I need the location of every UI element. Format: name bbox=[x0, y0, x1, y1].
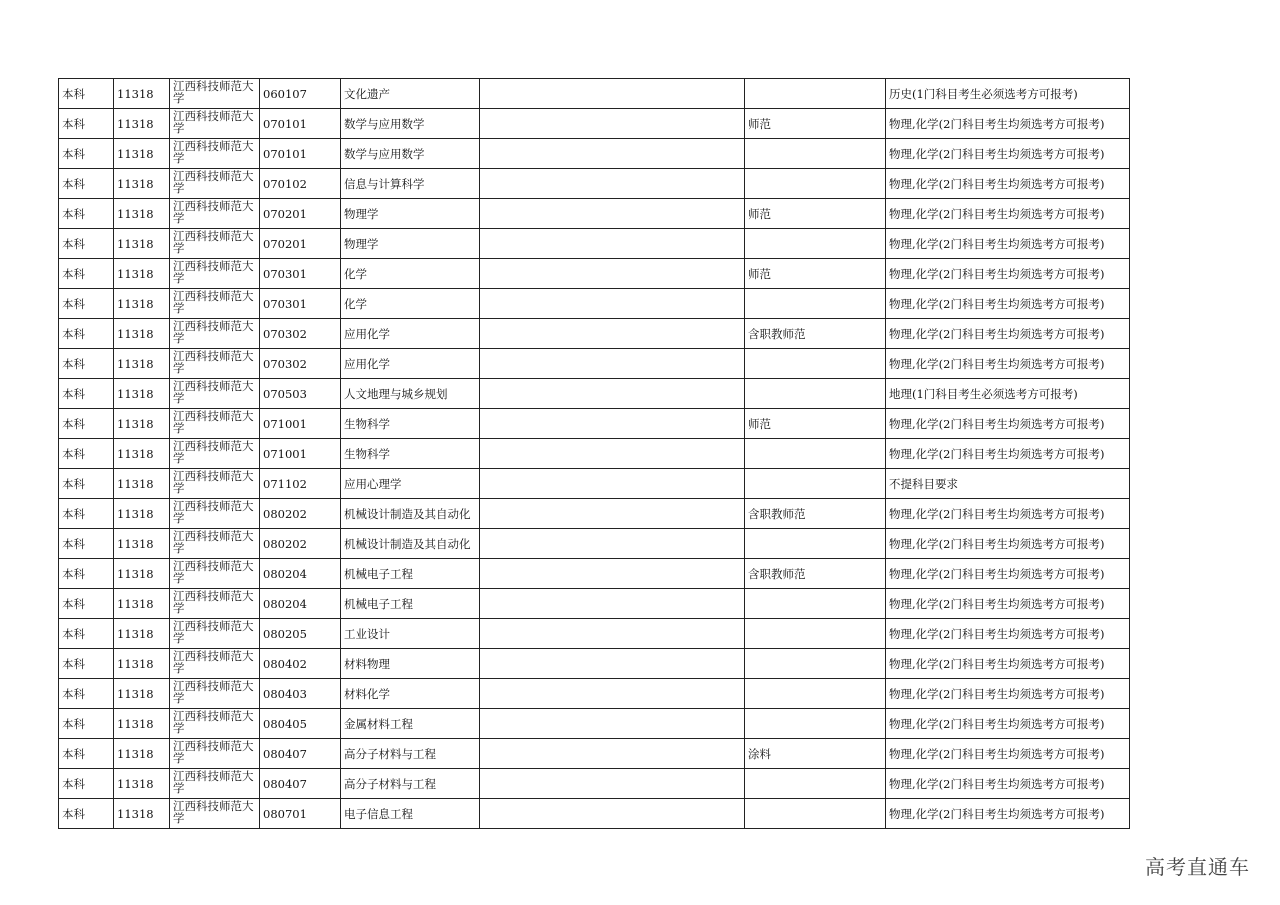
cell-major-name: 机械电子工程 bbox=[341, 559, 480, 589]
table-row bbox=[59, 439, 1130, 469]
cell-note: 含职教师范 bbox=[745, 559, 886, 589]
cell-subject-requirement: 物理,化学(2门科目考生均须选考方可报考) bbox=[886, 769, 1130, 799]
cell-level: 本科 bbox=[59, 589, 114, 619]
table-row bbox=[59, 769, 1130, 799]
table-row bbox=[59, 349, 1130, 379]
cell-school-code: 11318 bbox=[114, 229, 170, 259]
cell-level: 本科 bbox=[59, 619, 114, 649]
cell-note: 含职教师范 bbox=[745, 499, 886, 529]
cell-subject-requirement: 物理,化学(2门科目考生均须选考方可报考) bbox=[886, 589, 1130, 619]
cell-remark bbox=[480, 199, 745, 229]
cell-subject-requirement: 物理,化学(2门科目考生均须选考方可报考) bbox=[886, 559, 1130, 589]
cell-note bbox=[745, 439, 886, 469]
cell-level: 本科 bbox=[59, 379, 114, 409]
cell-major-code: 070101 bbox=[260, 139, 341, 169]
cell-school-code: 11318 bbox=[114, 739, 170, 769]
cell-level: 本科 bbox=[59, 739, 114, 769]
cell-school-code: 11318 bbox=[114, 559, 170, 589]
cell-major-name: 高分子材料与工程 bbox=[341, 739, 480, 769]
cell-remark bbox=[480, 499, 745, 529]
cell-note bbox=[745, 619, 886, 649]
cell-school-code: 11318 bbox=[114, 619, 170, 649]
cell-remark bbox=[480, 469, 745, 499]
cell-school-name: 江西科技师范大学 bbox=[170, 379, 260, 409]
table-row bbox=[59, 469, 1130, 499]
cell-major-name: 机械电子工程 bbox=[341, 589, 480, 619]
cell-school-code: 11318 bbox=[114, 649, 170, 679]
cell-major-name: 工业设计 bbox=[341, 619, 480, 649]
cell-school-code: 11318 bbox=[114, 679, 170, 709]
table-row bbox=[59, 709, 1130, 739]
cell-subject-requirement: 物理,化学(2门科目考生均须选考方可报考) bbox=[886, 409, 1130, 439]
cell-note bbox=[745, 289, 886, 319]
cell-major-name: 信息与计算科学 bbox=[341, 169, 480, 199]
table-row bbox=[59, 79, 1130, 109]
cell-level: 本科 bbox=[59, 349, 114, 379]
cell-school-name: 江西科技师范大学 bbox=[170, 289, 260, 319]
cell-major-code: 080701 bbox=[260, 799, 341, 829]
cell-level: 本科 bbox=[59, 139, 114, 169]
cell-major-code: 080204 bbox=[260, 589, 341, 619]
watermark-text: 高考直通车 bbox=[1145, 855, 1250, 879]
cell-school-name: 江西科技师范大学 bbox=[170, 679, 260, 709]
cell-level: 本科 bbox=[59, 469, 114, 499]
cell-note bbox=[745, 349, 886, 379]
cell-level: 本科 bbox=[59, 709, 114, 739]
cell-major-name: 文化遗产 bbox=[341, 79, 480, 109]
cell-level: 本科 bbox=[59, 529, 114, 559]
cell-level: 本科 bbox=[59, 79, 114, 109]
cell-major-name: 生物科学 bbox=[341, 439, 480, 469]
cell-school-name: 江西科技师范大学 bbox=[170, 139, 260, 169]
table-body bbox=[59, 79, 1130, 829]
cell-major-name: 材料化学 bbox=[341, 679, 480, 709]
cell-level: 本科 bbox=[59, 229, 114, 259]
table-row bbox=[59, 409, 1130, 439]
cell-school-name: 江西科技师范大学 bbox=[170, 769, 260, 799]
cell-remark bbox=[480, 679, 745, 709]
cell-note bbox=[745, 799, 886, 829]
table-row bbox=[59, 679, 1130, 709]
cell-remark bbox=[480, 169, 745, 199]
cell-level: 本科 bbox=[59, 649, 114, 679]
cell-subject-requirement: 物理,化学(2门科目考生均须选考方可报考) bbox=[886, 499, 1130, 529]
cell-school-name: 江西科技师范大学 bbox=[170, 589, 260, 619]
table-row bbox=[59, 109, 1130, 139]
cell-note bbox=[745, 469, 886, 499]
cell-note: 师范 bbox=[745, 409, 886, 439]
cell-school-code: 11318 bbox=[114, 409, 170, 439]
cell-major-code: 070101 bbox=[260, 109, 341, 139]
cell-subject-requirement: 物理,化学(2门科目考生均须选考方可报考) bbox=[886, 709, 1130, 739]
cell-subject-requirement: 物理,化学(2门科目考生均须选考方可报考) bbox=[886, 439, 1130, 469]
cell-remark bbox=[480, 739, 745, 769]
cell-school-name: 江西科技师范大学 bbox=[170, 439, 260, 469]
cell-major-name: 机械设计制造及其自动化 bbox=[341, 529, 480, 559]
cell-school-code: 11318 bbox=[114, 289, 170, 319]
cell-level: 本科 bbox=[59, 679, 114, 709]
cell-note bbox=[745, 379, 886, 409]
cell-level: 本科 bbox=[59, 409, 114, 439]
cell-school-code: 11318 bbox=[114, 79, 170, 109]
cell-major-name: 应用心理学 bbox=[341, 469, 480, 499]
cell-subject-requirement: 物理,化学(2门科目考生均须选考方可报考) bbox=[886, 289, 1130, 319]
cell-subject-requirement: 物理,化学(2门科目考生均须选考方可报考) bbox=[886, 649, 1130, 679]
cell-school-code: 11318 bbox=[114, 139, 170, 169]
table-row bbox=[59, 229, 1130, 259]
cell-remark bbox=[480, 799, 745, 829]
cell-school-name: 江西科技师范大学 bbox=[170, 169, 260, 199]
table-row bbox=[59, 799, 1130, 829]
cell-major-code: 080405 bbox=[260, 709, 341, 739]
majors-table bbox=[58, 78, 1130, 829]
cell-major-code: 071001 bbox=[260, 409, 341, 439]
cell-school-name: 江西科技师范大学 bbox=[170, 319, 260, 349]
cell-subject-requirement: 物理,化学(2门科目考生均须选考方可报考) bbox=[886, 679, 1130, 709]
cell-remark bbox=[480, 709, 745, 739]
cell-note bbox=[745, 139, 886, 169]
cell-remark bbox=[480, 379, 745, 409]
cell-note: 师范 bbox=[745, 259, 886, 289]
cell-school-code: 11318 bbox=[114, 109, 170, 139]
cell-subject-requirement: 物理,化学(2门科目考生均须选考方可报考) bbox=[886, 349, 1130, 379]
table-row bbox=[59, 289, 1130, 319]
cell-school-name: 江西科技师范大学 bbox=[170, 649, 260, 679]
table-row bbox=[59, 559, 1130, 589]
cell-note bbox=[745, 529, 886, 559]
cell-major-name: 机械设计制造及其自动化 bbox=[341, 499, 480, 529]
cell-school-code: 11318 bbox=[114, 319, 170, 349]
cell-level: 本科 bbox=[59, 289, 114, 319]
cell-major-name: 化学 bbox=[341, 259, 480, 289]
cell-major-code: 080205 bbox=[260, 619, 341, 649]
cell-school-name: 江西科技师范大学 bbox=[170, 499, 260, 529]
cell-subject-requirement: 物理,化学(2门科目考生均须选考方可报考) bbox=[886, 169, 1130, 199]
cell-school-code: 11318 bbox=[114, 199, 170, 229]
cell-school-name: 江西科技师范大学 bbox=[170, 739, 260, 769]
cell-remark bbox=[480, 529, 745, 559]
cell-remark bbox=[480, 589, 745, 619]
cell-subject-requirement: 物理,化学(2门科目考生均须选考方可报考) bbox=[886, 739, 1130, 769]
cell-school-code: 11318 bbox=[114, 349, 170, 379]
table-row bbox=[59, 139, 1130, 169]
cell-note bbox=[745, 79, 886, 109]
cell-major-name: 人文地理与城乡规划 bbox=[341, 379, 480, 409]
cell-remark bbox=[480, 229, 745, 259]
cell-school-code: 11318 bbox=[114, 469, 170, 499]
cell-remark bbox=[480, 349, 745, 379]
cell-level: 本科 bbox=[59, 109, 114, 139]
cell-school-name: 江西科技师范大学 bbox=[170, 529, 260, 559]
cell-subject-requirement: 物理,化学(2门科目考生均须选考方可报考) bbox=[886, 799, 1130, 829]
cell-subject-requirement: 地理(1门科目考生必须选考方可报考) bbox=[886, 379, 1130, 409]
cell-remark bbox=[480, 79, 745, 109]
cell-note bbox=[745, 679, 886, 709]
table-row bbox=[59, 199, 1130, 229]
table-row bbox=[59, 379, 1130, 409]
cell-major-code: 080407 bbox=[260, 739, 341, 769]
cell-school-name: 江西科技师范大学 bbox=[170, 409, 260, 439]
cell-major-code: 080202 bbox=[260, 499, 341, 529]
cell-school-name: 江西科技师范大学 bbox=[170, 79, 260, 109]
cell-subject-requirement: 物理,化学(2门科目考生均须选考方可报考) bbox=[886, 319, 1130, 349]
cell-level: 本科 bbox=[59, 319, 114, 349]
cell-remark bbox=[480, 619, 745, 649]
cell-level: 本科 bbox=[59, 439, 114, 469]
cell-major-code: 080204 bbox=[260, 559, 341, 589]
table-row bbox=[59, 259, 1130, 289]
cell-school-code: 11318 bbox=[114, 439, 170, 469]
cell-level: 本科 bbox=[59, 499, 114, 529]
cell-level: 本科 bbox=[59, 799, 114, 829]
cell-major-code: 070301 bbox=[260, 259, 341, 289]
table-row bbox=[59, 319, 1130, 349]
cell-remark bbox=[480, 139, 745, 169]
cell-level: 本科 bbox=[59, 169, 114, 199]
cell-remark bbox=[480, 439, 745, 469]
cell-major-code: 060107 bbox=[260, 79, 341, 109]
cell-school-code: 11318 bbox=[114, 589, 170, 619]
cell-major-code: 070301 bbox=[260, 289, 341, 319]
cell-school-name: 江西科技师范大学 bbox=[170, 709, 260, 739]
cell-school-code: 11318 bbox=[114, 499, 170, 529]
table-row bbox=[59, 619, 1130, 649]
cell-major-code: 070503 bbox=[260, 379, 341, 409]
cell-subject-requirement: 不提科目要求 bbox=[886, 469, 1130, 499]
cell-subject-requirement: 物理,化学(2门科目考生均须选考方可报考) bbox=[886, 619, 1130, 649]
cell-major-name: 数学与应用数学 bbox=[341, 109, 480, 139]
cell-major-name: 应用化学 bbox=[341, 319, 480, 349]
cell-note bbox=[745, 169, 886, 199]
cell-subject-requirement: 物理,化学(2门科目考生均须选考方可报考) bbox=[886, 199, 1130, 229]
cell-school-code: 11318 bbox=[114, 709, 170, 739]
cell-major-code: 070302 bbox=[260, 319, 341, 349]
cell-note bbox=[745, 709, 886, 739]
cell-major-name: 金属材料工程 bbox=[341, 709, 480, 739]
cell-school-code: 11318 bbox=[114, 769, 170, 799]
cell-major-name: 物理学 bbox=[341, 199, 480, 229]
cell-subject-requirement: 物理,化学(2门科目考生均须选考方可报考) bbox=[886, 229, 1130, 259]
cell-major-code: 070201 bbox=[260, 229, 341, 259]
cell-major-name: 化学 bbox=[341, 289, 480, 319]
cell-remark bbox=[480, 769, 745, 799]
cell-school-code: 11318 bbox=[114, 529, 170, 559]
cell-school-code: 11318 bbox=[114, 379, 170, 409]
cell-school-name: 江西科技师范大学 bbox=[170, 109, 260, 139]
cell-subject-requirement: 物理,化学(2门科目考生均须选考方可报考) bbox=[886, 139, 1130, 169]
cell-major-name: 物理学 bbox=[341, 229, 480, 259]
table-row bbox=[59, 499, 1130, 529]
cell-major-name: 应用化学 bbox=[341, 349, 480, 379]
table-row bbox=[59, 589, 1130, 619]
cell-subject-requirement: 物理,化学(2门科目考生均须选考方可报考) bbox=[886, 109, 1130, 139]
cell-major-code: 070201 bbox=[260, 199, 341, 229]
cell-school-name: 江西科技师范大学 bbox=[170, 259, 260, 289]
cell-school-name: 江西科技师范大学 bbox=[170, 349, 260, 379]
cell-major-name: 电子信息工程 bbox=[341, 799, 480, 829]
cell-note: 涂料 bbox=[745, 739, 886, 769]
cell-major-name: 数学与应用数学 bbox=[341, 139, 480, 169]
cell-note bbox=[745, 229, 886, 259]
cell-remark bbox=[480, 109, 745, 139]
cell-note bbox=[745, 649, 886, 679]
cell-remark bbox=[480, 649, 745, 679]
cell-major-name: 材料物理 bbox=[341, 649, 480, 679]
cell-remark bbox=[480, 409, 745, 439]
cell-school-name: 江西科技师范大学 bbox=[170, 559, 260, 589]
cell-level: 本科 bbox=[59, 769, 114, 799]
cell-note: 师范 bbox=[745, 109, 886, 139]
cell-major-code: 080403 bbox=[260, 679, 341, 709]
cell-note: 师范 bbox=[745, 199, 886, 229]
cell-major-name: 高分子材料与工程 bbox=[341, 769, 480, 799]
cell-school-name: 江西科技师范大学 bbox=[170, 469, 260, 499]
cell-major-code: 080402 bbox=[260, 649, 341, 679]
cell-major-code: 070302 bbox=[260, 349, 341, 379]
cell-subject-requirement: 历史(1门科目考生必须选考方可报考) bbox=[886, 79, 1130, 109]
cell-school-code: 11318 bbox=[114, 259, 170, 289]
table-row bbox=[59, 649, 1130, 679]
cell-level: 本科 bbox=[59, 199, 114, 229]
cell-school-code: 11318 bbox=[114, 169, 170, 199]
cell-note bbox=[745, 589, 886, 619]
cell-remark bbox=[480, 319, 745, 349]
cell-major-code: 071102 bbox=[260, 469, 341, 499]
cell-level: 本科 bbox=[59, 559, 114, 589]
table-row bbox=[59, 529, 1130, 559]
cell-note: 含职教师范 bbox=[745, 319, 886, 349]
cell-remark bbox=[480, 289, 745, 319]
cell-level: 本科 bbox=[59, 259, 114, 289]
cell-major-code: 080202 bbox=[260, 529, 341, 559]
cell-school-name: 江西科技师范大学 bbox=[170, 199, 260, 229]
table-row bbox=[59, 739, 1130, 769]
cell-major-code: 080407 bbox=[260, 769, 341, 799]
cell-remark bbox=[480, 559, 745, 589]
table-row bbox=[59, 169, 1130, 199]
cell-major-code: 070102 bbox=[260, 169, 341, 199]
cell-subject-requirement: 物理,化学(2门科目考生均须选考方可报考) bbox=[886, 259, 1130, 289]
cell-school-name: 江西科技师范大学 bbox=[170, 229, 260, 259]
cell-subject-requirement: 物理,化学(2门科目考生均须选考方可报考) bbox=[886, 529, 1130, 559]
cell-school-name: 江西科技师范大学 bbox=[170, 619, 260, 649]
cell-note bbox=[745, 769, 886, 799]
cell-school-name: 江西科技师范大学 bbox=[170, 799, 260, 829]
cell-major-name: 生物科学 bbox=[341, 409, 480, 439]
cell-remark bbox=[480, 259, 745, 289]
cell-major-code: 071001 bbox=[260, 439, 341, 469]
cell-school-code: 11318 bbox=[114, 799, 170, 829]
